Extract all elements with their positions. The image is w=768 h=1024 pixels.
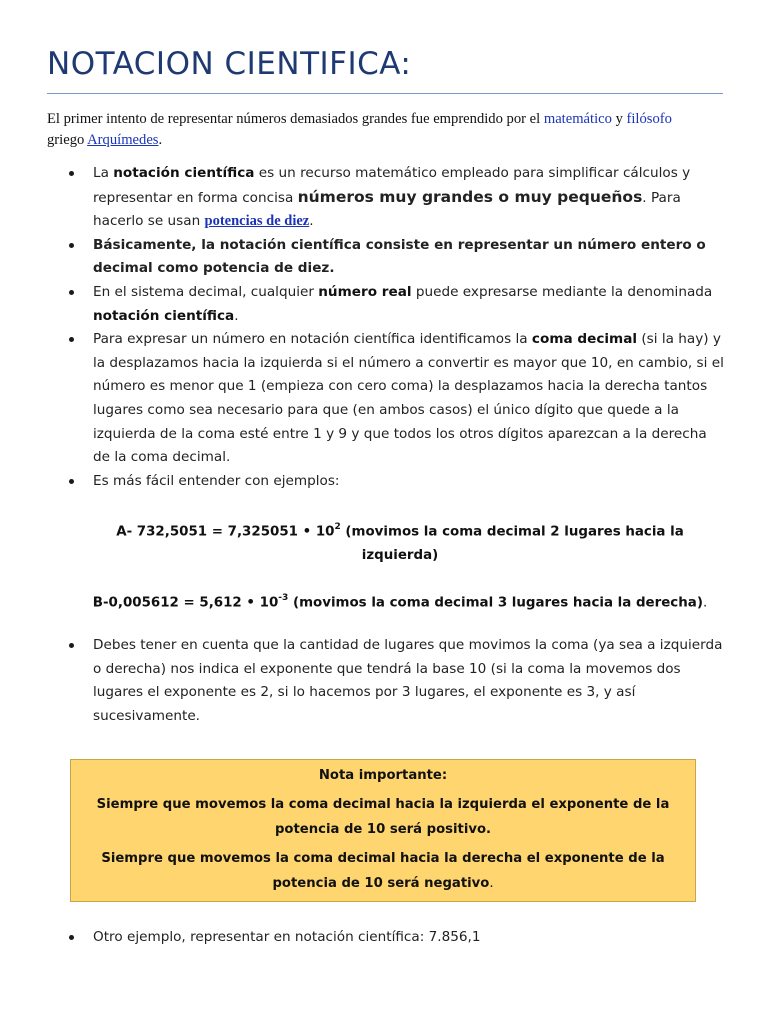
link-arquimedes[interactable]: Arquímedes	[87, 132, 159, 148]
intro-text: .	[158, 132, 163, 148]
bullet-item: Otro ejemplo, representar en notación científica: 7.856,1	[0, 926, 725, 950]
note-paragraph: Siempre que movemos la coma decimal hacia la izquierda el exponente de la potencia de 10 será positivo.	[96, 797, 670, 837]
bullet-text: En el sistema decimal, cualquier	[93, 283, 319, 300]
example-a-expression: A- 732,5051 = 7,325051 • 10	[116, 524, 335, 540]
example-b	[60, 587, 740, 615]
bullet-item	[0, 162, 725, 234]
example-b-expression: B-0,005612 = 5,612 • 10	[92, 595, 279, 611]
bullet-item: Es más fácil entender con ejemplos:	[0, 470, 725, 494]
bullet-text: puede expresarse mediante la denominada	[411, 283, 713, 300]
bullet-list-secondary	[0, 634, 725, 728]
note-paragraph	[93, 846, 673, 896]
important-note-box	[70, 759, 696, 902]
example-b-period: .	[702, 595, 708, 611]
bold-term: número real	[318, 283, 412, 300]
note-title: Nota importante:	[318, 768, 448, 783]
intro-text: El primer intento de representar números demasiados grandes fue emprendido por el	[47, 111, 544, 127]
bullet-item: Básicamente, la notación científica consiste en representar un número entero o decimal como potencia de diez.	[0, 234, 725, 281]
bold-term: coma decimal	[531, 331, 638, 348]
bullet-text: (si la hay) y la desplazamos hacia la izquierda si el número a convertir es mayor que 10, en cambio, si el número es menor que 1 (empieza con cero coma) la desplazamos hacia la derecha tantos lugares como sea necesario para que (en ambos casos) el único dígito que quede a la izquierda de la coma esté entre 1 y 9 y que todos los otros dígitos aparezcan a la derecha de la coma decimal.	[93, 331, 724, 466]
bullet-list-main	[0, 162, 725, 493]
example-a-exponent: 2	[334, 522, 341, 532]
note-period: .	[489, 876, 494, 891]
example-b-explanation: (movimos la coma decimal 3 lugares hacia la derecha)	[288, 595, 703, 611]
bullet-list-final	[0, 926, 725, 950]
bullet-text: Para expresar un número en notación científica identificamos la	[93, 331, 532, 348]
bullet-text: . Para hacerlo se usan	[93, 189, 681, 230]
link-potencias-de-diez[interactable]: potencias de diez	[204, 213, 310, 230]
bullet-text: es un recurso matemático empleado para simplificar cálculos y representar en forma concisa	[93, 165, 691, 206]
intro-paragraph	[47, 109, 737, 151]
page-title: NOTACION CIENTIFICA:	[47, 46, 412, 82]
intro-text: y	[611, 111, 627, 127]
bullet-text: .	[234, 307, 239, 324]
example-a	[100, 516, 700, 568]
note-text: Siempre que movemos la coma decimal hacia la derecha el exponente de la potencia de 10 será negativo	[101, 851, 665, 891]
bullet-text: .	[309, 213, 314, 230]
intro-text: griego	[47, 132, 88, 148]
bold-term: notación científica	[93, 307, 235, 324]
bullet-item	[0, 281, 725, 328]
title-underline	[47, 93, 723, 94]
bullet-text: La	[93, 165, 114, 181]
bold-term: números muy grandes o muy pequeños	[297, 187, 643, 206]
bullet-item: Debes tener en cuenta que la cantidad de lugares que movimos la coma (ya sea a izquierda o derecha) nos indica el exponente que tendrá la base 10 (si la coma la movemos dos lugares el exponente es 2, si lo hacemos por 3 lugares, el exponente es 3, y así sucesivamente.	[0, 634, 725, 728]
bullet-item	[0, 328, 725, 470]
example-a-explanation: (movimos la coma decimal 2 lugares hacia la izquierda)	[340, 524, 684, 564]
bold-term: notación científica	[113, 165, 255, 181]
example-b-exponent: -3	[278, 593, 289, 603]
link-matematico[interactable]: matemático	[543, 111, 612, 127]
link-filosofo[interactable]: filósofo	[626, 111, 672, 127]
